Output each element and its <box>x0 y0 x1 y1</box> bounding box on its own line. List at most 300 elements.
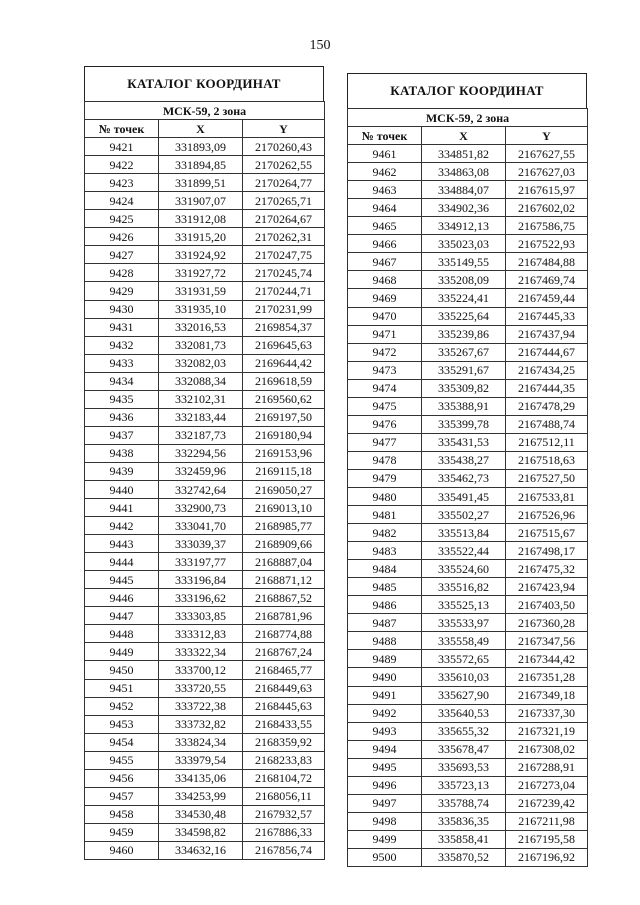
x-coordinate-cell: 335524,60 <box>422 560 506 578</box>
table-row <box>348 596 588 614</box>
x-coordinate-cell: 331931,59 <box>159 282 243 300</box>
x-coordinate-cell: 335640,53 <box>422 704 506 722</box>
y-coordinate-cell: 2167518,63 <box>506 451 588 469</box>
point-number-cell: 9439 <box>85 462 159 480</box>
point-number-cell: 9463 <box>348 181 422 199</box>
y-coordinate-cell: 2167239,42 <box>506 794 588 812</box>
table-row <box>85 228 325 246</box>
y-coordinate-cell: 2168867,52 <box>243 589 325 607</box>
table-row <box>85 246 325 264</box>
x-coordinate-cell: 335431,53 <box>422 433 506 451</box>
table-row <box>85 679 325 697</box>
x-coordinate-cell: 335610,03 <box>422 668 506 686</box>
point-number-cell: 9497 <box>348 794 422 812</box>
point-number-cell: 9458 <box>85 805 159 823</box>
point-number-cell: 9462 <box>348 163 422 181</box>
x-coordinate-cell: 335224,41 <box>422 289 506 307</box>
y-coordinate-cell: 2170247,75 <box>243 246 325 264</box>
y-coordinate-cell: 2167498,17 <box>506 542 588 560</box>
table-row <box>348 235 588 253</box>
point-number-cell: 9453 <box>85 715 159 733</box>
point-number-cell: 9444 <box>85 553 159 571</box>
point-number-cell: 9481 <box>348 506 422 524</box>
point-number-cell: 9500 <box>348 848 422 866</box>
x-coordinate-cell: 331907,07 <box>159 192 243 210</box>
x-coordinate-cell: 335516,82 <box>422 578 506 596</box>
point-number-cell: 9476 <box>348 415 422 433</box>
y-coordinate-cell: 2169644,42 <box>243 354 325 372</box>
point-number-cell: 9473 <box>348 361 422 379</box>
table-row <box>85 174 325 192</box>
table-row <box>85 589 325 607</box>
table-row <box>348 451 588 469</box>
x-coordinate-cell: 335655,32 <box>422 722 506 740</box>
table-row <box>85 805 325 823</box>
table-row <box>85 480 325 498</box>
table-body <box>348 145 588 867</box>
y-coordinate-cell: 2170231,99 <box>243 300 325 318</box>
y-coordinate-cell: 2169854,37 <box>243 318 325 336</box>
y-coordinate-cell: 2169645,63 <box>243 336 325 354</box>
catalog-title: КАТАЛОГ КООРДИНАТ <box>84 66 324 101</box>
x-coordinate-cell: 333720,55 <box>159 679 243 697</box>
point-number-cell: 9428 <box>85 264 159 282</box>
point-number-cell: 9429 <box>85 282 159 300</box>
point-number-cell: 9434 <box>85 372 159 390</box>
point-number-cell: 9464 <box>348 199 422 217</box>
table-row <box>85 733 325 751</box>
y-coordinate-cell: 2167475,32 <box>506 560 588 578</box>
y-coordinate-cell: 2167288,91 <box>506 758 588 776</box>
x-coordinate-cell: 332742,64 <box>159 480 243 498</box>
table-row <box>85 553 325 571</box>
x-coordinate-cell: 335502,27 <box>422 506 506 524</box>
y-coordinate-cell: 2167445,33 <box>506 307 588 325</box>
point-number-cell: 9436 <box>85 408 159 426</box>
y-coordinate-cell: 2168056,11 <box>243 787 325 805</box>
x-coordinate-cell: 335267,67 <box>422 343 506 361</box>
point-number-cell: 9486 <box>348 596 422 614</box>
point-number-cell: 9469 <box>348 289 422 307</box>
x-coordinate-cell: 335309,82 <box>422 379 506 397</box>
x-coordinate-cell: 333197,77 <box>159 553 243 571</box>
x-coordinate-cell: 335291,67 <box>422 361 506 379</box>
point-number-cell: 9440 <box>85 480 159 498</box>
table-row <box>348 181 588 199</box>
y-coordinate-cell: 2167856,74 <box>243 841 325 859</box>
table-row <box>348 199 588 217</box>
table-row <box>85 535 325 553</box>
point-number-cell: 9482 <box>348 524 422 542</box>
table-row <box>348 361 588 379</box>
x-coordinate-cell: 333039,37 <box>159 535 243 553</box>
point-number-cell: 9426 <box>85 228 159 246</box>
table-row <box>85 625 325 643</box>
y-coordinate-cell: 2169115,18 <box>243 462 325 480</box>
x-coordinate-cell: 335678,47 <box>422 740 506 758</box>
table-row <box>348 722 588 740</box>
point-number-cell: 9471 <box>348 325 422 343</box>
x-coordinate-cell: 333700,12 <box>159 661 243 679</box>
x-coordinate-cell: 334598,82 <box>159 823 243 841</box>
point-number-cell: 9470 <box>348 307 422 325</box>
y-coordinate-cell: 2168449,63 <box>243 679 325 697</box>
table-row <box>85 138 325 156</box>
point-number-cell: 9422 <box>85 156 159 174</box>
point-number-cell: 9478 <box>348 451 422 469</box>
y-coordinate-cell: 2167932,57 <box>243 805 325 823</box>
zone-header: МСК-59, 2 зона <box>85 102 325 120</box>
table-row <box>85 715 325 733</box>
point-number-cell: 9460 <box>85 841 159 859</box>
point-number-cell: 9474 <box>348 379 422 397</box>
x-coordinate-cell: 335438,27 <box>422 451 506 469</box>
point-number-cell: 9477 <box>348 433 422 451</box>
point-number-cell: 9454 <box>85 733 159 751</box>
table-row <box>85 282 325 300</box>
coordinate-table <box>347 108 588 867</box>
y-coordinate-cell: 2169618,59 <box>243 372 325 390</box>
column-header-y: Y <box>506 127 588 145</box>
point-number-cell: 9448 <box>85 625 159 643</box>
table-row <box>348 632 588 650</box>
point-number-cell: 9475 <box>348 397 422 415</box>
page-number: 150 <box>309 38 331 53</box>
x-coordinate-cell: 335462,73 <box>422 469 506 487</box>
x-coordinate-cell: 333722,38 <box>159 697 243 715</box>
table-row <box>348 415 588 433</box>
x-coordinate-cell: 335388,91 <box>422 397 506 415</box>
x-coordinate-cell: 332082,03 <box>159 354 243 372</box>
point-number-cell: 9421 <box>85 138 159 156</box>
column-header-point: № точек <box>348 127 422 145</box>
coordinate-catalog-right <box>347 73 587 867</box>
x-coordinate-cell: 334851,82 <box>422 145 506 163</box>
y-coordinate-cell: 2168445,63 <box>243 697 325 715</box>
table-row <box>348 650 588 668</box>
table-row <box>85 426 325 444</box>
point-number-cell: 9495 <box>348 758 422 776</box>
y-coordinate-cell: 2169050,27 <box>243 480 325 498</box>
table-row <box>348 560 588 578</box>
x-coordinate-cell: 334863,08 <box>422 163 506 181</box>
point-number-cell: 9483 <box>348 542 422 560</box>
y-coordinate-cell: 2167273,04 <box>506 776 588 794</box>
point-number-cell: 9498 <box>348 812 422 830</box>
x-coordinate-cell: 332016,53 <box>159 318 243 336</box>
y-coordinate-cell: 2167195,58 <box>506 830 588 848</box>
table-row <box>85 372 325 390</box>
x-coordinate-cell: 335513,84 <box>422 524 506 542</box>
point-number-cell: 9438 <box>85 444 159 462</box>
y-coordinate-cell: 2168767,24 <box>243 643 325 661</box>
x-coordinate-cell: 335693,53 <box>422 758 506 776</box>
y-coordinate-cell: 2168774,88 <box>243 625 325 643</box>
y-coordinate-cell: 2167515,67 <box>506 524 588 542</box>
x-coordinate-cell: 331924,92 <box>159 246 243 264</box>
table-row <box>85 336 325 354</box>
x-coordinate-cell: 331927,72 <box>159 264 243 282</box>
column-header-x: X <box>159 120 243 138</box>
table-row <box>348 307 588 325</box>
table-row <box>85 408 325 426</box>
table-row <box>348 578 588 596</box>
table-row <box>348 145 588 163</box>
point-number-cell: 9487 <box>348 614 422 632</box>
table-row <box>85 823 325 841</box>
table-row <box>348 668 588 686</box>
table-row <box>348 469 588 487</box>
y-coordinate-cell: 2167602,02 <box>506 199 588 217</box>
point-number-cell: 9467 <box>348 253 422 271</box>
y-coordinate-cell: 2168909,66 <box>243 535 325 553</box>
column-header-point: № точек <box>85 120 159 138</box>
y-coordinate-cell: 2167423,94 <box>506 578 588 596</box>
x-coordinate-cell: 334912,13 <box>422 217 506 235</box>
point-number-cell: 9424 <box>85 192 159 210</box>
catalog-title: КАТАЛОГ КООРДИНАТ <box>347 73 587 108</box>
x-coordinate-cell: 334632,16 <box>159 841 243 859</box>
table-row <box>85 697 325 715</box>
x-coordinate-cell: 335533,97 <box>422 614 506 632</box>
x-coordinate-cell: 335399,78 <box>422 415 506 433</box>
table-row <box>348 325 588 343</box>
y-coordinate-cell: 2167344,42 <box>506 650 588 668</box>
x-coordinate-cell: 335023,03 <box>422 235 506 253</box>
y-coordinate-cell: 2167211,98 <box>506 812 588 830</box>
x-coordinate-cell: 333041,70 <box>159 517 243 535</box>
table-row <box>85 661 325 679</box>
point-number-cell: 9435 <box>85 390 159 408</box>
x-coordinate-cell: 333196,84 <box>159 571 243 589</box>
point-number-cell: 9423 <box>85 174 159 192</box>
table-row <box>348 487 588 505</box>
table-row <box>348 524 588 542</box>
table-row <box>85 517 325 535</box>
point-number-cell: 9457 <box>85 787 159 805</box>
y-coordinate-cell: 2167512,11 <box>506 433 588 451</box>
point-number-cell: 9432 <box>85 336 159 354</box>
table-row <box>85 354 325 372</box>
table-row <box>348 379 588 397</box>
point-number-cell: 9443 <box>85 535 159 553</box>
table-row <box>348 848 588 866</box>
point-number-cell: 9437 <box>85 426 159 444</box>
x-coordinate-cell: 335788,74 <box>422 794 506 812</box>
x-coordinate-cell: 331893,09 <box>159 138 243 156</box>
x-coordinate-cell: 333322,34 <box>159 643 243 661</box>
point-number-cell: 9446 <box>85 589 159 607</box>
x-coordinate-cell: 332102,31 <box>159 390 243 408</box>
table-row <box>348 163 588 181</box>
y-coordinate-cell: 2167434,25 <box>506 361 588 379</box>
point-number-cell: 9492 <box>348 704 422 722</box>
table-row <box>348 686 588 704</box>
y-coordinate-cell: 2167469,74 <box>506 271 588 289</box>
table-row <box>348 542 588 560</box>
point-number-cell: 9449 <box>85 643 159 661</box>
point-number-cell: 9468 <box>348 271 422 289</box>
table-row <box>85 192 325 210</box>
table-row <box>85 571 325 589</box>
table-row <box>348 253 588 271</box>
y-coordinate-cell: 2167586,75 <box>506 217 588 235</box>
table-row <box>348 704 588 722</box>
table-row <box>348 794 588 812</box>
point-number-cell: 9430 <box>85 300 159 318</box>
x-coordinate-cell: 332081,73 <box>159 336 243 354</box>
point-number-cell: 9480 <box>348 487 422 505</box>
y-coordinate-cell: 2167533,81 <box>506 487 588 505</box>
point-number-cell: 9484 <box>348 560 422 578</box>
point-number-cell: 9496 <box>348 776 422 794</box>
point-number-cell: 9472 <box>348 343 422 361</box>
table-row <box>348 289 588 307</box>
y-coordinate-cell: 2168887,04 <box>243 553 325 571</box>
x-coordinate-cell: 333312,83 <box>159 625 243 643</box>
point-number-cell: 9455 <box>85 751 159 769</box>
y-coordinate-cell: 2168781,96 <box>243 607 325 625</box>
y-coordinate-cell: 2170244,71 <box>243 282 325 300</box>
y-coordinate-cell: 2167459,44 <box>506 289 588 307</box>
table-row <box>85 751 325 769</box>
x-coordinate-cell: 335149,55 <box>422 253 506 271</box>
table-row <box>85 390 325 408</box>
point-number-cell: 9489 <box>348 650 422 668</box>
y-coordinate-cell: 2170264,67 <box>243 210 325 228</box>
y-coordinate-cell: 2167351,28 <box>506 668 588 686</box>
x-coordinate-cell: 335239,86 <box>422 325 506 343</box>
x-coordinate-cell: 335208,09 <box>422 271 506 289</box>
point-number-cell: 9445 <box>85 571 159 589</box>
x-coordinate-cell: 335225,64 <box>422 307 506 325</box>
point-number-cell: 9441 <box>85 499 159 517</box>
y-coordinate-cell: 2169560,62 <box>243 390 325 408</box>
x-coordinate-cell: 332459,96 <box>159 462 243 480</box>
x-coordinate-cell: 335522,44 <box>422 542 506 560</box>
table-row <box>85 462 325 480</box>
y-coordinate-cell: 2167488,74 <box>506 415 588 433</box>
x-coordinate-cell: 335525,13 <box>422 596 506 614</box>
y-coordinate-cell: 2170262,31 <box>243 228 325 246</box>
point-number-cell: 9451 <box>85 679 159 697</box>
table-row <box>348 830 588 848</box>
y-coordinate-cell: 2169197,50 <box>243 408 325 426</box>
y-coordinate-cell: 2168233,83 <box>243 751 325 769</box>
point-number-cell: 9425 <box>85 210 159 228</box>
column-header-x: X <box>422 127 506 145</box>
table-row <box>85 787 325 805</box>
y-coordinate-cell: 2167522,93 <box>506 235 588 253</box>
y-coordinate-cell: 2167627,03 <box>506 163 588 181</box>
x-coordinate-cell: 333979,54 <box>159 751 243 769</box>
x-coordinate-cell: 332183,44 <box>159 408 243 426</box>
point-number-cell: 9493 <box>348 722 422 740</box>
table-body <box>85 138 325 860</box>
point-number-cell: 9456 <box>85 769 159 787</box>
y-coordinate-cell: 2168359,92 <box>243 733 325 751</box>
y-coordinate-cell: 2167349,18 <box>506 686 588 704</box>
x-coordinate-cell: 331935,10 <box>159 300 243 318</box>
table-row <box>85 499 325 517</box>
y-coordinate-cell: 2167615,97 <box>506 181 588 199</box>
column-header-y: Y <box>243 120 325 138</box>
x-coordinate-cell: 331912,08 <box>159 210 243 228</box>
x-coordinate-cell: 335836,35 <box>422 812 506 830</box>
table-row <box>85 156 325 174</box>
y-coordinate-cell: 2170265,71 <box>243 192 325 210</box>
y-coordinate-cell: 2167196,92 <box>506 848 588 866</box>
coordinate-catalog-left <box>84 66 324 860</box>
y-coordinate-cell: 2167627,55 <box>506 145 588 163</box>
table-row <box>348 758 588 776</box>
x-coordinate-cell: 335723,13 <box>422 776 506 794</box>
x-coordinate-cell: 334884,07 <box>422 181 506 199</box>
point-number-cell: 9494 <box>348 740 422 758</box>
point-number-cell: 9491 <box>348 686 422 704</box>
y-coordinate-cell: 2169153,96 <box>243 444 325 462</box>
x-coordinate-cell: 331899,51 <box>159 174 243 192</box>
table-row <box>85 841 325 859</box>
point-number-cell: 9442 <box>85 517 159 535</box>
point-number-cell: 9461 <box>348 145 422 163</box>
x-coordinate-cell: 334253,99 <box>159 787 243 805</box>
x-coordinate-cell: 331894,85 <box>159 156 243 174</box>
point-number-cell: 9490 <box>348 668 422 686</box>
y-coordinate-cell: 2167403,50 <box>506 596 588 614</box>
x-coordinate-cell: 333824,34 <box>159 733 243 751</box>
table-row <box>348 217 588 235</box>
table-row <box>348 812 588 830</box>
y-coordinate-cell: 2167360,28 <box>506 614 588 632</box>
x-coordinate-cell: 334135,06 <box>159 769 243 787</box>
x-coordinate-cell: 333303,85 <box>159 607 243 625</box>
table-row <box>85 210 325 228</box>
table-row <box>348 433 588 451</box>
point-number-cell: 9433 <box>85 354 159 372</box>
y-coordinate-cell: 2167527,50 <box>506 469 588 487</box>
y-coordinate-cell: 2167444,35 <box>506 379 588 397</box>
y-coordinate-cell: 2170262,55 <box>243 156 325 174</box>
y-coordinate-cell: 2168985,77 <box>243 517 325 535</box>
table-row <box>348 506 588 524</box>
point-number-cell: 9450 <box>85 661 159 679</box>
x-coordinate-cell: 335870,52 <box>422 848 506 866</box>
y-coordinate-cell: 2168433,55 <box>243 715 325 733</box>
y-coordinate-cell: 2170245,74 <box>243 264 325 282</box>
x-coordinate-cell: 334530,48 <box>159 805 243 823</box>
table-row <box>348 614 588 632</box>
y-coordinate-cell: 2167886,33 <box>243 823 325 841</box>
point-number-cell: 9499 <box>348 830 422 848</box>
y-coordinate-cell: 2167347,56 <box>506 632 588 650</box>
x-coordinate-cell: 334902,36 <box>422 199 506 217</box>
point-number-cell: 9452 <box>85 697 159 715</box>
y-coordinate-cell: 2167321,19 <box>506 722 588 740</box>
table-row <box>85 643 325 661</box>
y-coordinate-cell: 2168871,12 <box>243 571 325 589</box>
point-number-cell: 9466 <box>348 235 422 253</box>
x-coordinate-cell: 332900,73 <box>159 499 243 517</box>
y-coordinate-cell: 2170264,77 <box>243 174 325 192</box>
table-row <box>348 740 588 758</box>
table-row <box>348 271 588 289</box>
x-coordinate-cell: 335858,41 <box>422 830 506 848</box>
x-coordinate-cell: 335491,45 <box>422 487 506 505</box>
y-coordinate-cell: 2167444,67 <box>506 343 588 361</box>
x-coordinate-cell: 335627,90 <box>422 686 506 704</box>
y-coordinate-cell: 2169180,94 <box>243 426 325 444</box>
